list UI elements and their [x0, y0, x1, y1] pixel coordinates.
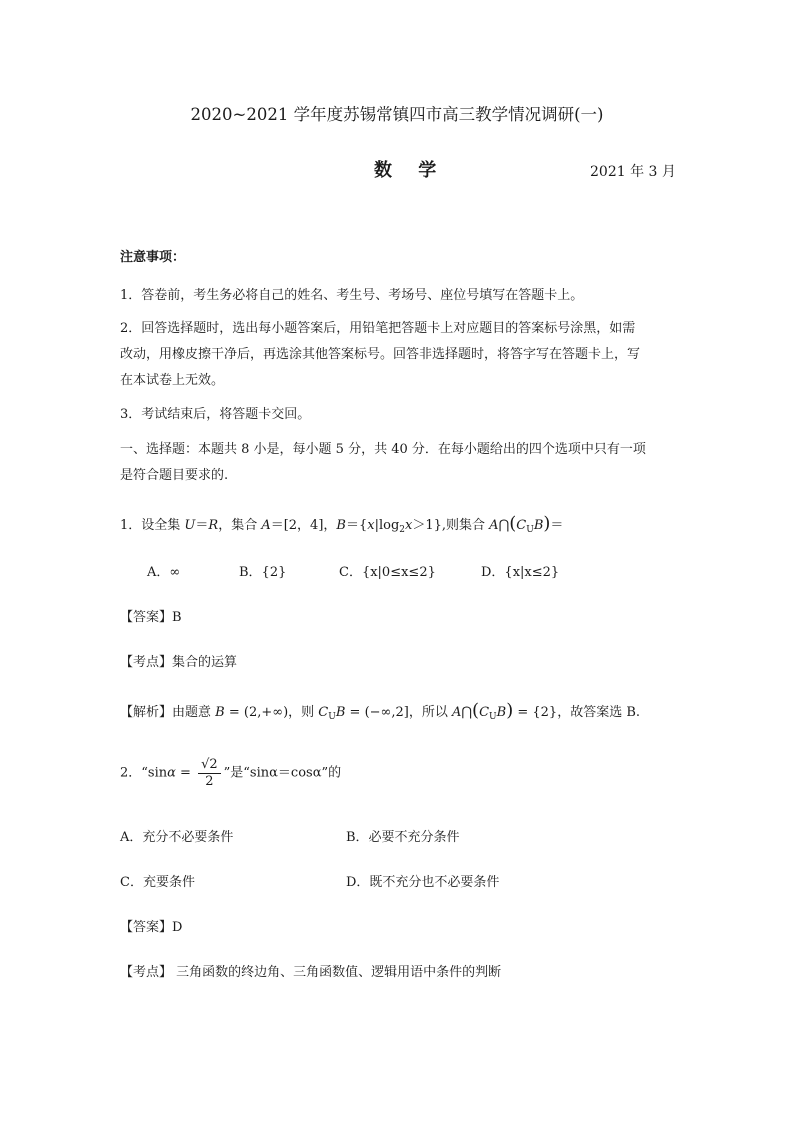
- exam-date: 2021 年 3 月: [590, 164, 676, 180]
- note-item-2-end: 在本试卷上无效。: [120, 373, 225, 388]
- question-1-option-a: A．∞: [147, 565, 181, 580]
- question-1-stem: 1．设全集 U＝R，集合 A＝[2，4]，$B=\{x|\log_2x>1\}$,则集合 $A⋂(C_UB)=$: [120, 513, 564, 535]
- section-1-intro-cont: 是符合题目要求的.: [120, 468, 229, 483]
- question-1-option-c: C．{x|0≤x≤2}: [339, 565, 436, 580]
- question-1-option-d: D．{x|x≤2}: [481, 565, 560, 580]
- note-item-2: 2．回答选择题时，选出每小题答案后，用铅笔把答题卡上对应题目的答案标号涂黑，如需: [120, 321, 636, 336]
- subject-heading: 数 学: [374, 160, 447, 181]
- question-1-option-b: B．{2}: [239, 565, 287, 580]
- note-item-3: 3．考试结束后，将答题卡交回。: [120, 407, 311, 422]
- question-2-topic: 【考点】 三角函数的终边角、三角函数值、逻辑用语中条件的判断: [120, 965, 502, 980]
- question-2-option-b: B．必要不充分条件: [346, 830, 460, 845]
- note-item-2-cont: 改动，用橡皮擦干净后，再选涂其他答案标号。回答非选择题时，将答字写在答题卡上，写: [120, 347, 641, 362]
- question-1-answer: 【答案】B: [120, 610, 182, 625]
- fraction: $\frac{√2}{2}$: [198, 757, 221, 789]
- set-expression: $A⋂(C_UB)=$: [489, 513, 564, 535]
- note-item-1: 1．答卷前，考生务必将自己的姓名、考生号、考场号、座位号填写在答题卡上。: [120, 288, 584, 303]
- question-2-answer: 【答案】D: [120, 920, 183, 935]
- question-2-option-a: A．充分不必要条件: [120, 830, 234, 845]
- question-1-analysis: 【解析】由题意 B = (2,+∞)，则 $C_UB = (-\infty,2]$，所以 $A⋂(C_UB) = \{2\}$，故答案选 B.: [120, 700, 641, 722]
- exam-title: 2020~2021 学年度苏锡常镇四市高三教学情况调研(一): [190, 105, 604, 124]
- question-1-topic: 【考点】集合的运算: [120, 655, 238, 670]
- question-2-option-c: C．充要条件: [120, 875, 195, 890]
- notes-heading: 注意事项：: [120, 250, 186, 265]
- question-2-option-d: D．既不充分也不必要条件: [346, 875, 500, 890]
- question-2-stem: 2．“sinα = $\frac{√2}{2}$ ”是“sinα＝cosα”的: [120, 757, 342, 789]
- section-1-intro: 一、选择题：本题共 8 小是，每小题 5 分，共 40 分．在每小题给出的四个选项中只有一项: [120, 442, 646, 457]
